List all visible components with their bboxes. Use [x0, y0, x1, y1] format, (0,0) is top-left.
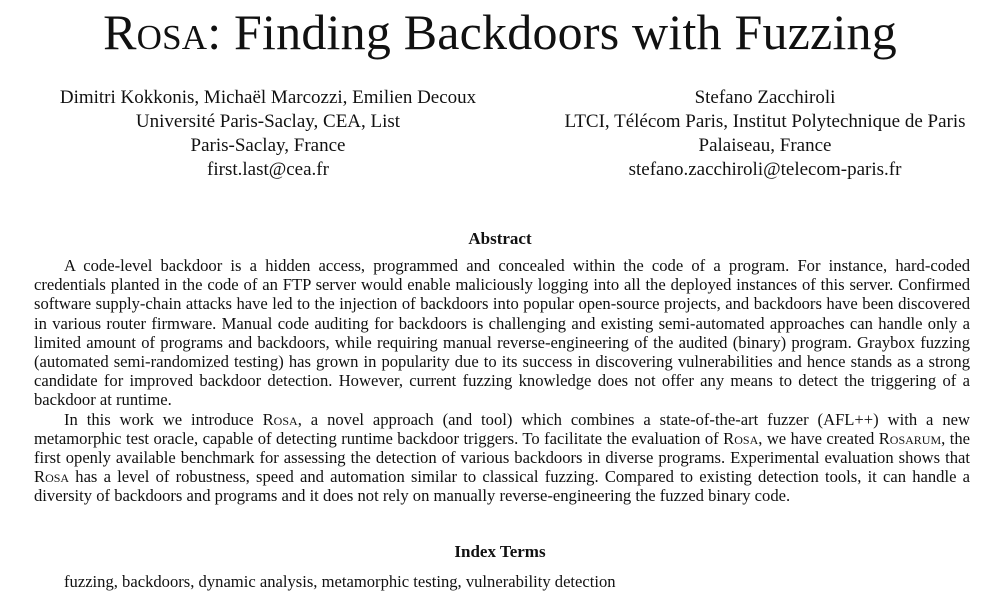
- abstract-paragraph-1: A code-level backdoor is a hidden access, programmed and concealed within the code of a program. For instance, hard-coded credentials planted in the code of an FTP server would enable maliciously logging into all the deployed instances of this server. Confirmed software supply-chain attacks have led to the injection of backdoors into popular open-source projects, and backdoors have been discovered in various router firmware. Manual code auditing for backdoors is challenging and existing semi-automated approaches can handle only a limited amount of programs and backdoors, while requiring manual reverse-engineering of the audited (binary) program. Graybox fuzzing (automated semi-randomized testing) has grown in popularity due to its success in discovering vulnerabilities and hence stands as a strong candidate for improved backdoor detection. However, current fuzzing knowledge does not offer any means to detect the triggering of a backdoor at runtime.: [34, 256, 970, 410]
- author-names: Stefano Zacchiroli: [694, 87, 836, 108]
- tool-name: Rosa: [34, 467, 70, 487]
- abstract-text: In this work we introduce: [64, 409, 263, 429]
- author-affiliation: Université Paris-Saclay, CEA, List: [135, 111, 401, 132]
- title-rest: : Finding Backdoors with Fuzzing: [207, 4, 897, 60]
- author-affiliation: LTCI, Télécom Paris, Institut Polytechnique de Paris: [564, 111, 966, 132]
- abstract-paragraph-2: [34, 410, 970, 506]
- index-terms-heading: Index Terms: [454, 542, 546, 561]
- author-email: stefano.zacchiroli@telecom-paris.fr: [628, 159, 902, 180]
- author-block-2: [530, 86, 1000, 182]
- tool-name: Rosa: [262, 409, 298, 429]
- abstract-text: , a novel approach (and tool) which combines a state-of-the-art fuzzer (AFL++) with a new metamorphic test oracle, capable of detecting runtime backdoor triggers. To facilitate the evaluation of: [34, 409, 970, 448]
- paper-title: [0, 4, 1000, 60]
- author-email: first.last@cea.fr: [207, 159, 329, 180]
- abstract-body: [34, 256, 970, 506]
- tool-name: Rosa: [723, 428, 759, 448]
- author-names: Dimitri Kokkonis, Michaël Marcozzi, Emilien Decoux: [59, 87, 477, 108]
- abstract-text: has a level of robustness, speed and automation similar to classical fuzzing. Compared to existing detection tools, it can handle a diversity of backdoors and programs and it does not rely on manually reverse-engineering the fuzzed binary code.: [34, 467, 970, 506]
- abstract-heading: Abstract: [468, 229, 532, 248]
- abstract-text: , we have created: [758, 428, 879, 448]
- author-location: Paris-Saclay, France: [190, 135, 346, 156]
- benchmark-name: Rosarum: [878, 428, 942, 448]
- title-tool-name: Rosa: [103, 4, 208, 60]
- author-block-1: [18, 86, 518, 182]
- author-location: Palaiseau, France: [698, 135, 832, 156]
- index-terms-list: fuzzing, backdoors, dynamic analysis, metamorphic testing, vulnerability detection: [64, 572, 616, 591]
- abstract-text: , the first openly available benchmark for assessing the detection of various backdoors in diverse programs. Experimental evaluation shows that: [34, 428, 971, 468]
